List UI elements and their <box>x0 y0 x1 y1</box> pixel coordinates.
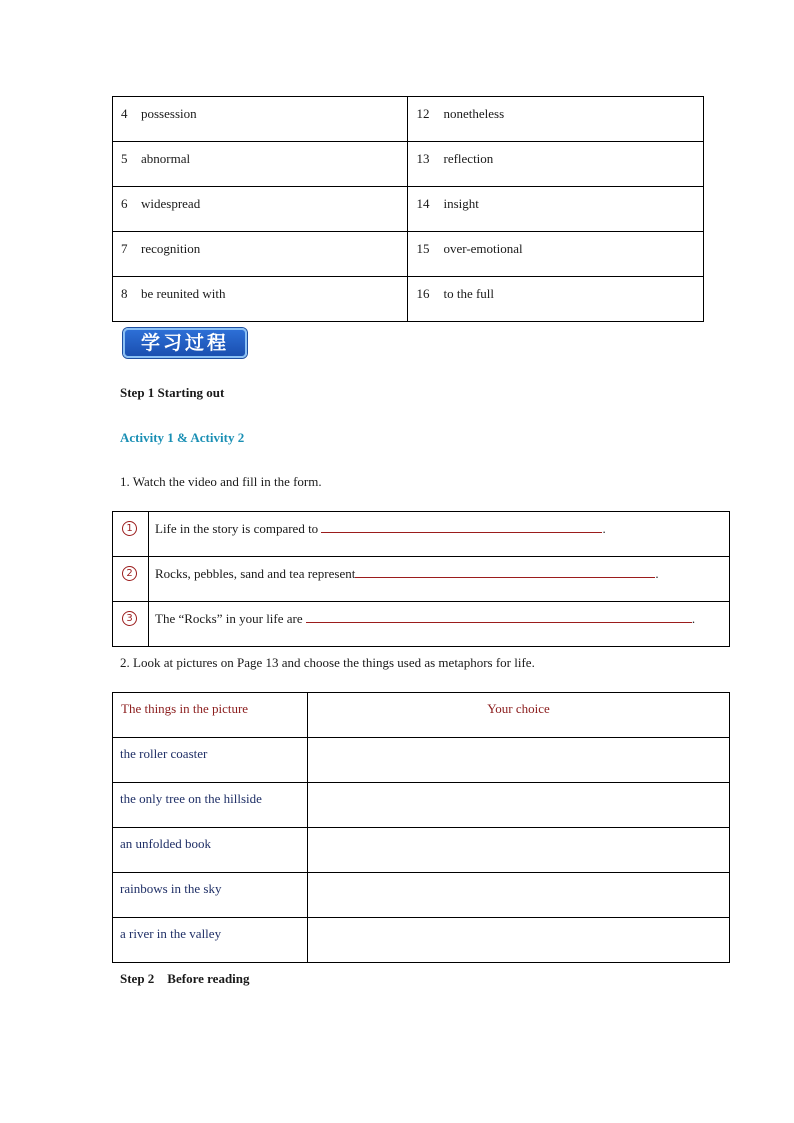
prompt-text: The “Rocks” in your life are <box>155 611 306 626</box>
item-number: 6 <box>121 196 128 211</box>
choice-cell[interactable] <box>308 738 730 783</box>
choice-cell[interactable] <box>308 873 730 918</box>
item-number: 7 <box>121 241 128 256</box>
picture-item: the only tree on the hillside <box>120 791 262 806</box>
table-row <box>113 232 704 277</box>
vocab-word: reflection <box>443 151 494 166</box>
table-row <box>113 918 730 963</box>
picture-item: rainbows in the sky <box>120 881 222 896</box>
vocab-word: recognition <box>141 241 201 256</box>
answer-blank[interactable] <box>321 520 602 533</box>
answer-blank[interactable] <box>306 610 692 623</box>
vocab-word: possession <box>141 106 197 121</box>
prompt-text: Life in the story is compared to <box>155 521 322 536</box>
choice-cell[interactable] <box>308 783 730 828</box>
table-row <box>113 873 730 918</box>
item-number: 14 <box>416 196 430 211</box>
fill-in-form <box>112 511 730 647</box>
table-row <box>113 512 730 557</box>
table-row <box>113 97 704 142</box>
vocab-word: nonetheless <box>443 106 505 121</box>
vocab-word: over-emotional <box>443 241 523 256</box>
table-row <box>113 602 730 647</box>
table-row <box>113 142 704 187</box>
circled-number: 2 <box>122 566 137 581</box>
table-row <box>113 828 730 873</box>
choice-cell[interactable] <box>308 918 730 963</box>
table-row <box>113 187 704 232</box>
vocab-word: abnormal <box>141 151 191 166</box>
column-header: The things in the picture <box>121 701 249 716</box>
table-row <box>113 783 730 828</box>
prompt-text: Rocks, pebbles, sand and tea represent <box>155 566 356 581</box>
circled-number: 1 <box>122 521 137 536</box>
item-number: 15 <box>416 241 430 256</box>
instruction-1: 1. Watch the video and fill in the form. <box>120 474 322 489</box>
choice-cell[interactable] <box>308 828 730 873</box>
step-1-heading: Step 1 Starting out <box>120 385 225 400</box>
activity-heading: Activity 1 & Activity 2 <box>120 430 245 445</box>
item-number: 5 <box>121 151 128 166</box>
vocab-word: widespread <box>141 196 201 211</box>
table-header-row <box>113 693 730 738</box>
item-number: 16 <box>416 286 430 301</box>
period: . <box>691 611 696 626</box>
instruction-2: 2. Look at pictures on Page 13 and choose the things used as metaphors for life. <box>120 655 535 670</box>
column-header: Your choice <box>487 701 550 716</box>
metaphor-table <box>112 692 730 963</box>
table-row <box>113 738 730 783</box>
item-number: 12 <box>416 106 430 121</box>
picture-item: a river in the valley <box>120 926 222 941</box>
vocab-word: insight <box>443 196 479 211</box>
item-number: 8 <box>121 286 128 301</box>
table-row <box>113 277 704 322</box>
step-2-heading: Step 2 Before reading <box>120 971 250 986</box>
period: . <box>602 521 606 536</box>
picture-item: the roller coaster <box>120 746 208 761</box>
vocab-word: to the full <box>443 286 495 301</box>
section-badge: 学习过程 <box>123 328 247 358</box>
vocabulary-table <box>112 96 704 322</box>
item-number: 13 <box>416 151 430 166</box>
item-number: 4 <box>121 106 128 121</box>
vocab-word: be reunited with <box>141 286 226 301</box>
answer-blank[interactable] <box>355 565 655 578</box>
picture-item: an unfolded book <box>120 836 211 851</box>
period: . <box>655 566 659 581</box>
circled-number: 3 <box>122 611 137 626</box>
table-row <box>113 557 730 602</box>
